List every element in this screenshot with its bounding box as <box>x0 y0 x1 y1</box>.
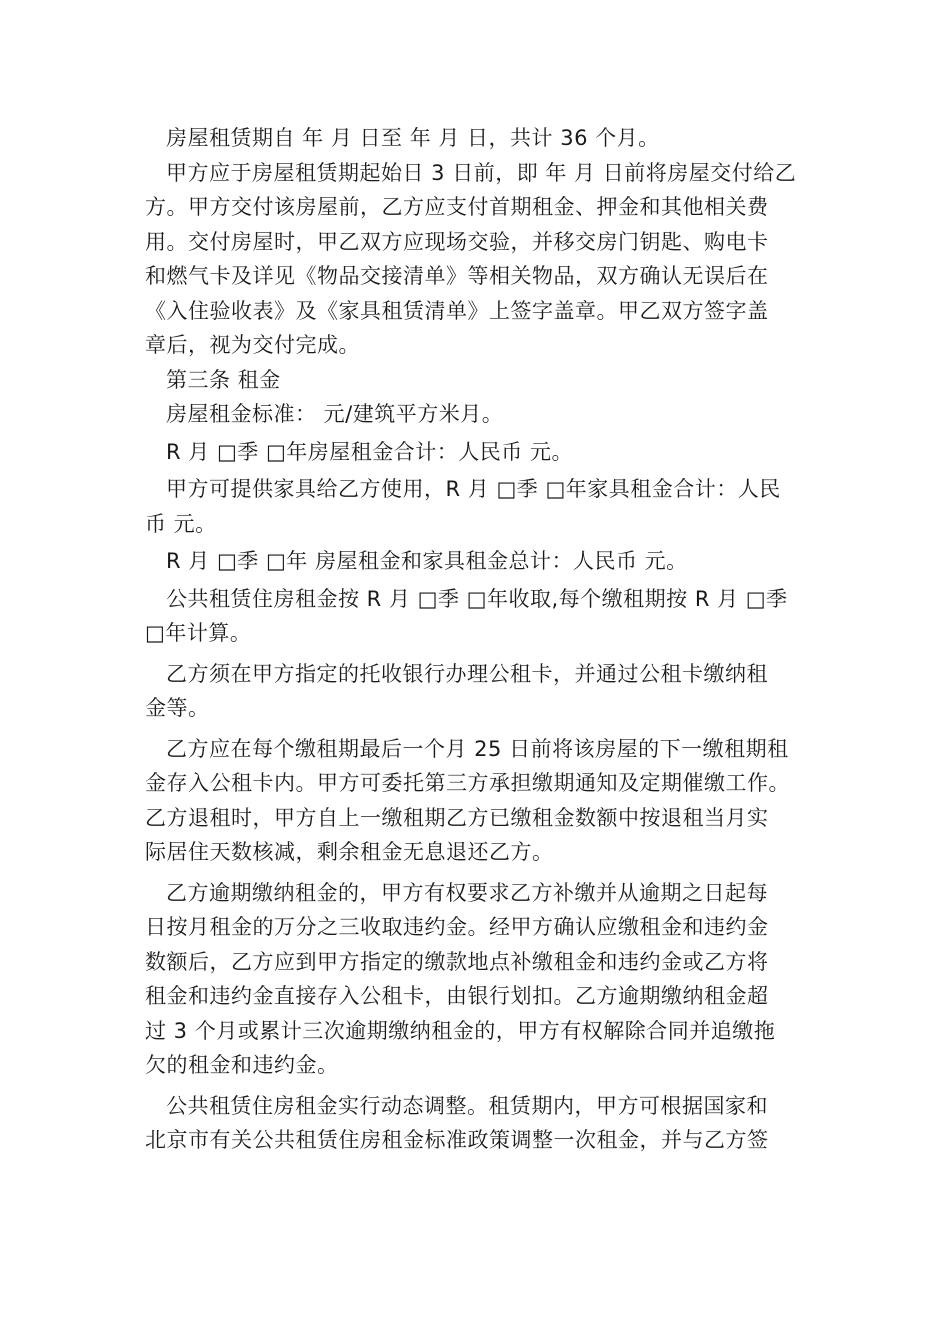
text-line: 日按月租金的万分之三收取违约金。经甲方确认应缴租金和违约金 <box>145 915 769 939</box>
text-line: R 月 □季 □年 房屋租金和家具租金总计：人民币 元。 <box>166 549 688 573</box>
text-line: 章后，视为交付完成。 <box>145 333 360 357</box>
text-line: 甲方可提供家具给乙方使用，R 月 □季 □年家具租金合计：人民 <box>166 477 781 501</box>
text-line: 乙方应在每个缴租期最后一个月 25 日前将该房屋的下一缴租期租 <box>166 736 789 761</box>
lease-term-paragraph <box>145 121 810 156</box>
late-payment-paragraph <box>145 876 810 1083</box>
rent-collection-paragraph <box>145 582 810 651</box>
house-rent-total-paragraph <box>145 435 810 470</box>
text-line: 际居住天数核减，剩余租金无息退还乙方。 <box>145 840 554 864</box>
text-line: 北京市有关公共租赁住房租金标准政策调整一次租金，并与乙方签 <box>145 1128 769 1152</box>
bank-card-paragraph <box>145 657 810 726</box>
text-line: 数额后，乙方应到甲方指定的缴款地点补缴租金和违约金或乙方将 <box>145 949 769 974</box>
text-line: 乙方退租时，甲方自上一缴租期乙方已缴租金数额中按退租当月实 <box>145 805 769 830</box>
text-line: 甲方应于房屋租赁期起始日 3 日前，即 年 月 日前将房屋交付给乙 <box>166 160 797 185</box>
text-line: 方。甲方交付该房屋前，乙方应支付首期租金、押金和其他相关费 <box>145 195 769 219</box>
payment-deadline-paragraph <box>145 732 810 870</box>
text-line: □年计算。 <box>145 621 252 645</box>
text-line: 币 元。 <box>145 511 217 536</box>
text-line: 公共租赁住房租金实行动态调整。租赁期内，甲方可根据国家和 <box>166 1093 768 1118</box>
text-line: 过 3 个月或累计三次逾期缴纳租金的，甲方有权解除合同并追缴拖 <box>145 1018 776 1043</box>
text-line: 金存入公租卡内。甲方可委托第三方承担缴期通知及定期催缴工作。 <box>145 771 790 795</box>
rent-sum-paragraph <box>145 544 810 579</box>
text-line: 第三条 租金 <box>166 367 281 392</box>
text-line: 《入住验收表》及《家具租赁清单》上签字盖章。甲乙双方签字盖 <box>145 298 769 323</box>
handover-paragraph <box>145 156 810 363</box>
text-line: 房屋租金标准： 元/建筑平方米月。 <box>166 402 504 426</box>
furniture-rent-paragraph <box>145 472 810 541</box>
text-line: 金等。 <box>145 696 210 720</box>
text-line: 欠的租金和违约金。 <box>145 1053 339 1077</box>
rent-standard-paragraph <box>145 397 810 432</box>
text-line: 乙方逾期缴纳租金的，甲方有权要求乙方补缴并从逾期之日起每 <box>166 880 768 905</box>
text-line: 租金和违约金直接存入公租卡，由银行划扣。乙方逾期缴纳租金超 <box>145 984 769 1008</box>
text-line: 公共租赁住房租金按 R 月 □季 □年收取,每个缴租期按 R 月 □季 <box>166 586 788 611</box>
rent-adjustment-paragraph <box>145 1089 810 1158</box>
text-line: R 月 □季 □年房屋租金合计：人民币 元。 <box>166 439 573 464</box>
text-line: 乙方须在甲方指定的托收银行办理公租卡，并通过公租卡缴纳租 <box>166 661 768 686</box>
text-line: 和燃气卡及详见《物品交接清单》等相关物品，双方确认无误后在 <box>145 264 769 288</box>
section-heading-rent <box>145 363 810 398</box>
text-line: 用。交付房屋时，甲乙双方应现场交验，并移交房门钥匙、购电卡 <box>145 229 769 254</box>
text-line: 房屋租赁期自 年 月 日至 年 月 日，共计 36 个月。 <box>166 126 660 150</box>
document-body <box>145 121 810 1158</box>
